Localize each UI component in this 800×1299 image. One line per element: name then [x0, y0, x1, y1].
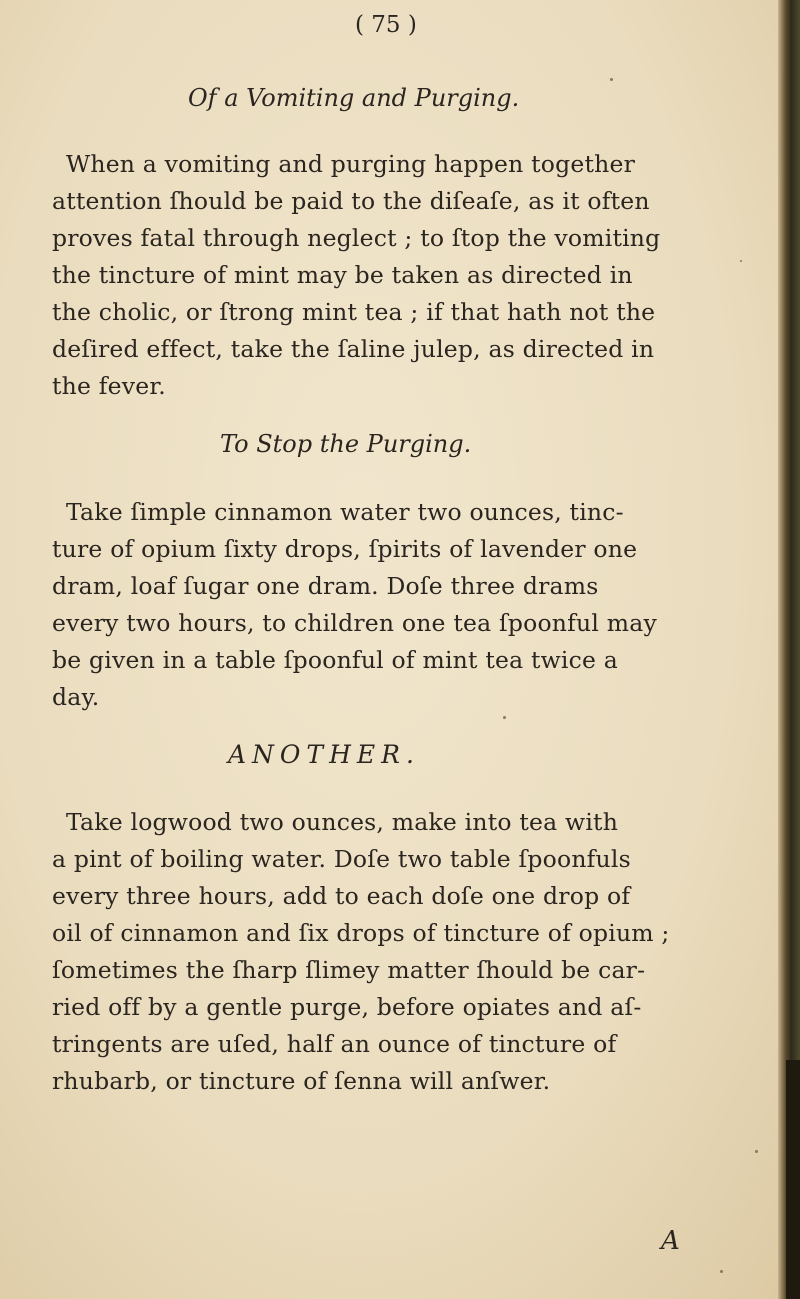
text-line: the cholic, or ſtrong mint tea ; if that hath not the [52, 298, 656, 326]
text-line: tringents are uſed, half an ounce of tincture of [52, 1030, 617, 1058]
text-line: When a vomiting and purging happen together [66, 150, 635, 178]
text-line: Take ſimple cinnamon water two ounces, tinc- [66, 498, 624, 526]
text-line: Take logwood two ounces, make into tea with [66, 808, 619, 836]
text-line: oil of cinnamon and ſix drops of tincture of opium ; [52, 919, 670, 947]
paper-speck [740, 260, 742, 262]
text-line: ried off by a gentle purge, before opiates and aſ- [52, 993, 642, 1021]
page-number: ( 75 ) [355, 12, 417, 38]
text-line: a pint of boiling water. Doſe two table ſpoonfuls [52, 845, 631, 873]
text-line: rhubarb, or tincture of ſenna will anſwer. [52, 1067, 551, 1095]
text-line: the tincture of mint may be taken as directed in [52, 261, 633, 289]
section-heading-stop-purging: To Stop the Purging. [220, 430, 472, 458]
book-spine-edge [778, 0, 800, 1299]
text-line: the fever. [52, 372, 166, 400]
text-line: deſired effect, take the ſaline julep, as directed in [52, 335, 655, 363]
paper-speck [503, 716, 506, 719]
paper-speck [755, 1150, 758, 1153]
paper-speck [720, 1270, 723, 1273]
text-line: proves fatal through neglect ; to ſtop the vomiting [52, 224, 661, 252]
catchword: A [661, 1226, 680, 1256]
text-line: every three hours, add to each doſe one drop of [52, 882, 631, 910]
text-line: be given in a table ſpoonful of mint tea twice a [52, 646, 618, 674]
text-line: day. [52, 683, 100, 711]
section-heading-vomiting: Of a Vomiting and Purging. [188, 84, 520, 112]
text-line: ture of opium ſixty drops, ſpirits of lavender one [52, 535, 638, 563]
text-line: attention ſhould be paid to the diſeaſe, as it often [52, 187, 650, 215]
text-line: ſometimes the ſharp ſlimey matter ſhould be car- [52, 956, 646, 984]
paper-speck [610, 78, 613, 81]
text-line: every two hours, to children one tea ſpoonful may [52, 609, 657, 637]
section-heading-another: ANOTHER. [228, 740, 420, 769]
text-line: dram, loaf ſugar one dram. Doſe three drams [52, 572, 599, 600]
